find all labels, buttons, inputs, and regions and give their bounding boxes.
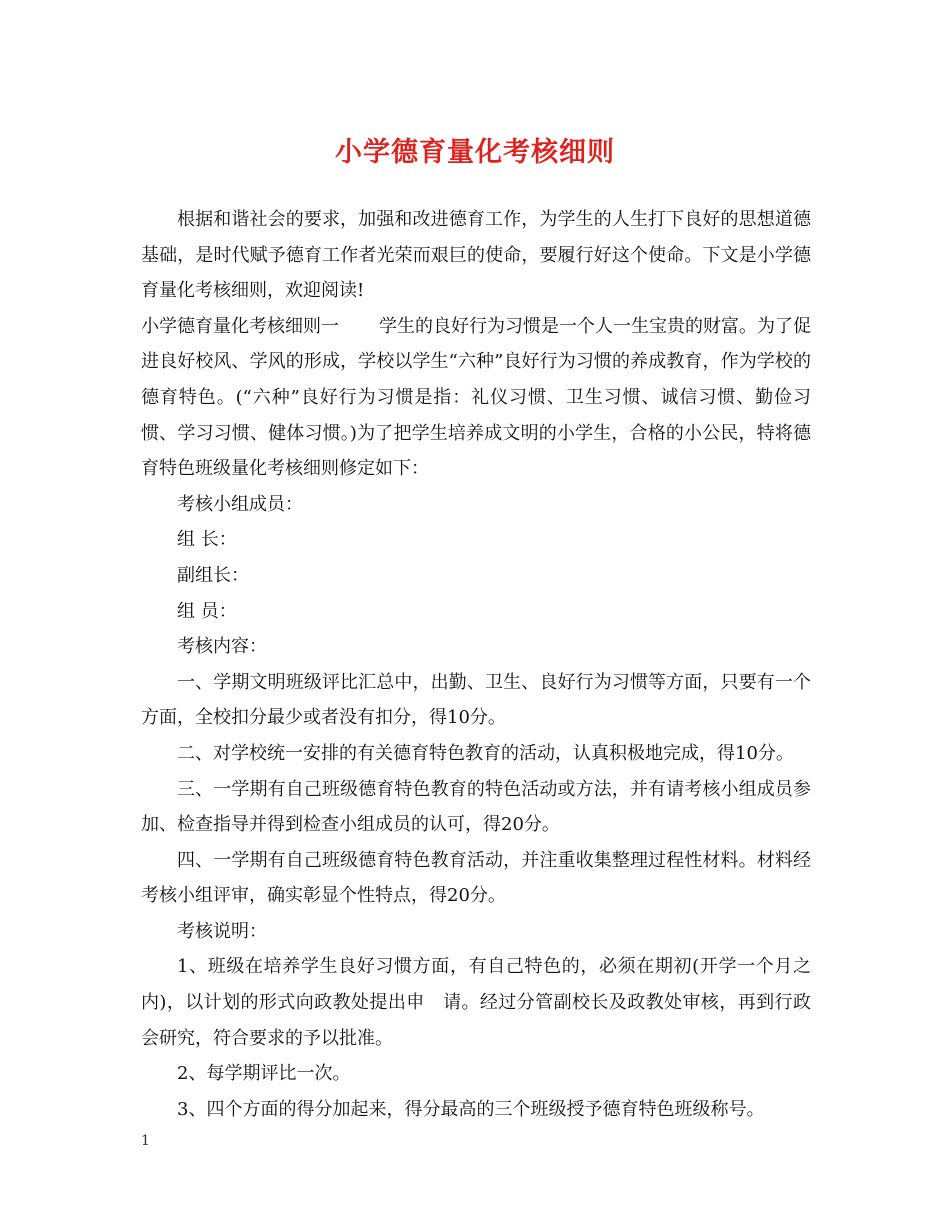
item-2: 二、对学校统一安排的有关德育特色教育的活动，认真积极地完成，得10分。 bbox=[177, 742, 794, 764]
content-heading: 考核内容： bbox=[177, 636, 267, 658]
intro-paragraph: 根据和谐社会的要求，加强和改进德育工作，为学生的人生打下良好的思想道德基础，是时代赋予德育工作者光荣而艰巨的使命，要履行好这个使命。下文是小学德育量化考核细则，欢迎阅读! bbox=[141, 209, 811, 302]
item-4: 四、一学期有自己班级德育特色教育活动，并注重收集整理过程性材料。材料经考核小组评审，确实彰显个性特点，得20分。 bbox=[141, 849, 811, 907]
note-3: 3、四个方面的得分加起来，得分最高的三个班级授予德育特色班级称号。 bbox=[177, 1098, 765, 1120]
team-heading: 考核小组成员： bbox=[177, 493, 303, 515]
notes-heading: 考核说明： bbox=[177, 920, 267, 942]
deputy-line: 副组长： bbox=[177, 564, 249, 586]
page-number: 1 bbox=[141, 1133, 150, 1149]
item-1: 一、学期文明班级评比汇总中，出勤、卫生、良好行为习惯等方面，只要有一个方面，全校扣分最少或者没有扣分，得10分。 bbox=[141, 671, 811, 729]
member-line: 组 员： bbox=[177, 600, 237, 622]
note-1: 1、班级在培养学生良好习惯方面，有自己特色的，必须在期初(开学一个月之内)，以计划的形式向政教处提出申 请。经过分管副校长及政教处审核，再到行政会研究，符合要求的予以批准。 bbox=[141, 956, 811, 1049]
note-2: 2、每学期评比一次。 bbox=[177, 1063, 351, 1085]
document-title: 小学德育量化考核细则 bbox=[335, 137, 615, 168]
section-paragraph bbox=[141, 309, 811, 487]
section-text: 学生的良好行为习惯是一个人一生宝贵的财富。为了促进良好校风、学风的形成，学校以学生“六种”良好行为习惯的养成教育，作为学校的德育特色。(“六种”良好行为习惯是指：礼仪习惯、卫生习惯、诚信习惯、勤俭习惯、学习习惯、健体习惯。)为了把学生培养成文明的小学生，合格的小公民，特将德育特色班级量化考核细则修定如下： bbox=[141, 315, 811, 480]
section-heading: 小学德育量化考核细则一 bbox=[141, 315, 339, 337]
document-body bbox=[141, 202, 811, 1127]
leader-line: 组 长： bbox=[177, 529, 237, 551]
item-3: 三、一学期有自己班级德育特色教育的特色活动或方法，并有请考核小组成员参加、检查指导并得到检查小组成员的认可，得20分。 bbox=[141, 778, 811, 836]
